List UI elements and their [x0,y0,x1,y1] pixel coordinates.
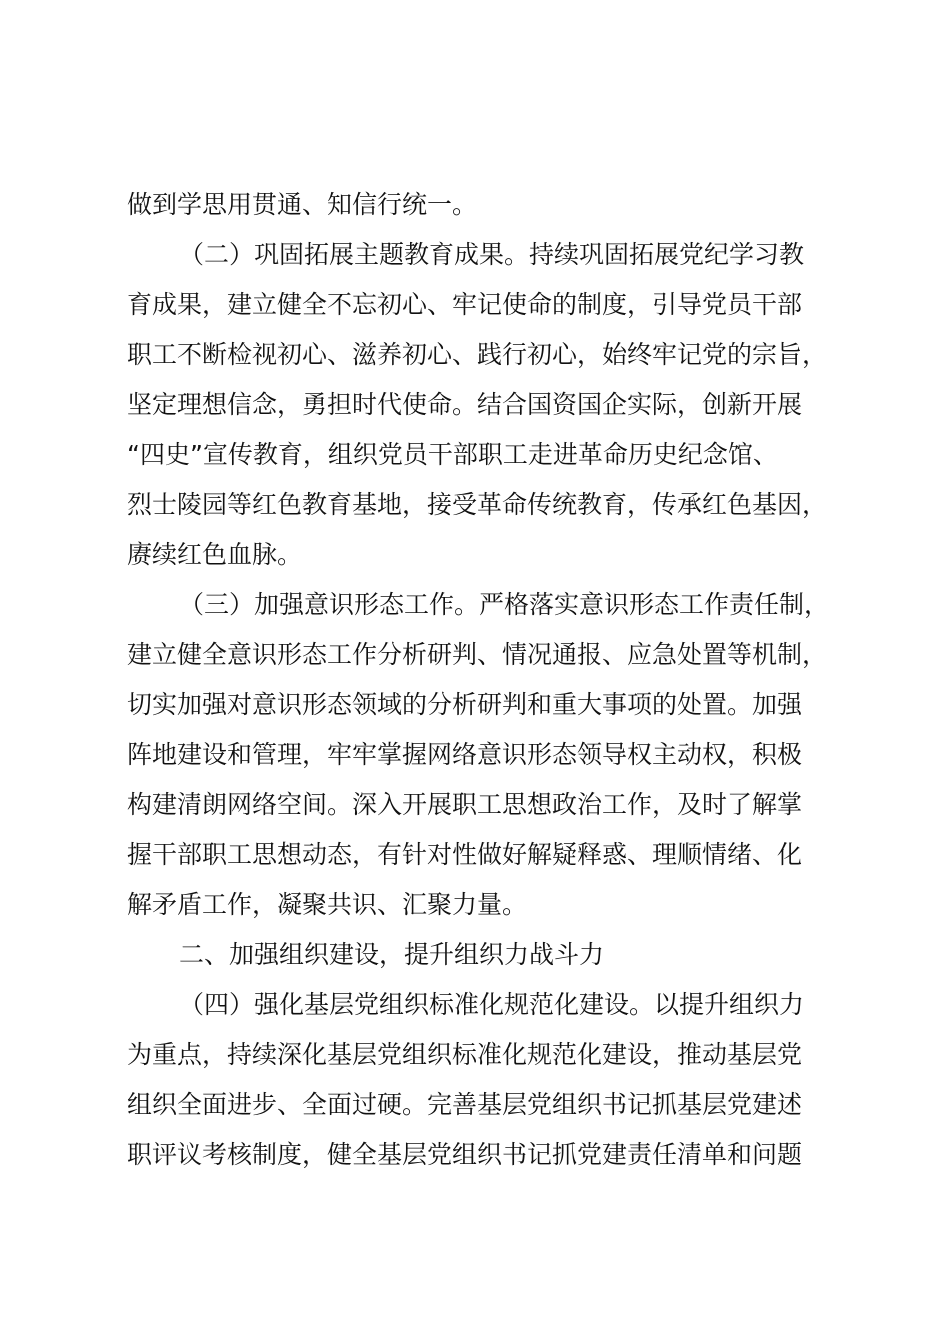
text-line: 解矛盾工作，凝聚共识、汇聚力量。 [127,890,528,919]
text-line: 构建清朗网络空间。深入开展职工思想政治工作，及时了解掌 [127,790,803,819]
text-line: 烈士陵园等红色教育基地，接受革命传统教育，传承红色基因， [127,490,828,519]
text-line: 阵地建设和管理，牢牢掌握网络意识形态领导权主动权，积极 [127,740,803,769]
text-line: 坚定理想信念，勇担时代使命。结合国资国企实际，创新开展 [127,390,803,419]
section-heading: 二、加强组织建设，提升组织力战斗力 [179,940,605,969]
paragraph-heading-line: （二）巩固拓展主题教育成果。持续巩固拓展党纪学习教 [179,240,805,269]
paragraph-heading-line: （三）加强意识形态工作。严格落实意识形态工作责任制， [179,590,830,619]
text-line: 切实加强对意识形态领域的分析研判和重大事项的处置。加强 [127,690,803,719]
text-line: 职评议考核制度，健全基层党组织书记抓党建责任清单和问题 [127,1140,803,1169]
paragraph-heading-line: （四）强化基层党组织标准化规范化建设。以提升组织力 [179,990,805,1019]
text-line: 育成果，建立健全不忘初心、牢记使命的制度，引导党员干部 [127,290,803,319]
text-line: 握干部职工思想动态，有针对性做好解疑释惑、理顺情绪、化 [127,840,803,869]
text-line: 建立健全意识形态工作分析研判、情况通报、应急处置等机制， [127,640,828,669]
text-line: 做到学思用贯通、知信行统一。 [127,190,478,219]
document-body [127,180,833,1180]
text-line: 为重点，持续深化基层党组织标准化规范化建设，推动基层党 [127,1040,803,1069]
text-line: 组织全面进步、全面过硬。完善基层党组织书记抓基层党建述 [127,1090,803,1119]
text-line: “四史”宣传教育，组织党员干部职工走进革命历史纪念馆、 [127,440,778,469]
text-line: 赓续红色血脉。 [127,540,303,569]
text-line: 职工不断检视初心、滋养初心、践行初心，始终牢记党的宗旨， [127,340,828,369]
